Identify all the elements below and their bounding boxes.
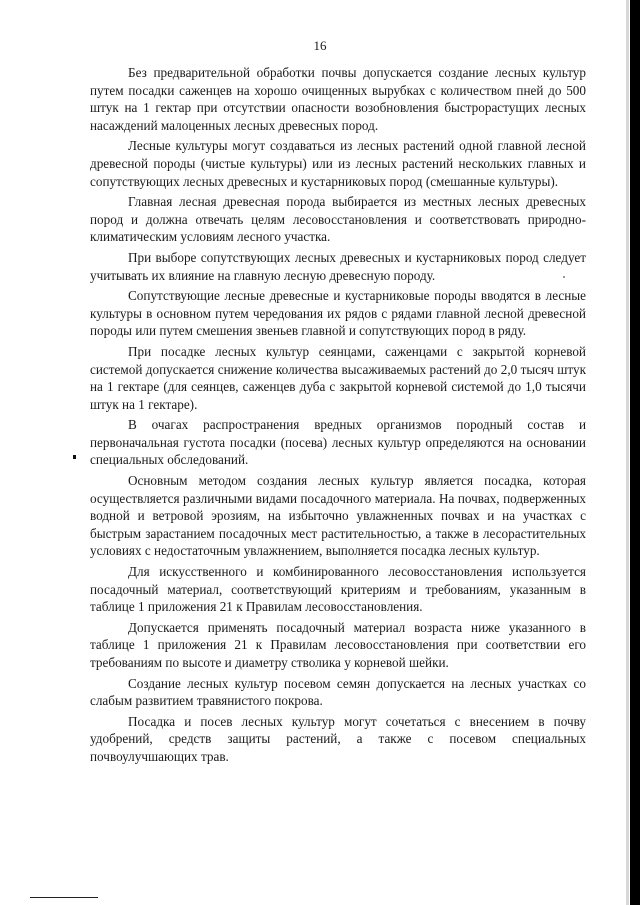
- paragraph: Допускается применять посадочный материал возраста ниже указанного в таблице 1 приложения 21 к Правилам лесовосстановления при соответствии его требованиям по высоте и диаметру стволика у корневой шейки.: [90, 619, 586, 670]
- scan-edge-shadow: [626, 0, 629, 905]
- paragraph: Создание лесных культур посевом семян допускается на лесных участках со слабым развитием травянистого покрова.: [90, 675, 586, 709]
- scan-edge: [630, 0, 640, 905]
- scan-speck: [563, 276, 565, 278]
- footer-rule: [30, 897, 98, 898]
- paragraph: Посадка и посев лесных культур могут сочетаться с внесением в почву удобрений, средств защиты растений, а также с посевом специальных почвоулучшающих трав.: [90, 713, 586, 764]
- paragraph: Основным методом создания лесных культур является посадка, которая осуществляется различными видами посадочного материала. На почвах, подверженных водной и ветровой эрозиям, на избыточно увлажненных почвах и на участках с быстрым зарастанием посадочных мест растительностью, а также в лесорастительных условиях с недостаточным увлажнением, выполняется посадка лесных культур.: [90, 473, 586, 559]
- paragraph: Для искусственного и комбинированного лесовосстановления используется посадочный материал, соответствующий критериям и требованиям, указанным в таблице 1 приложения 21 к Правилам лесовосстановления.: [90, 564, 586, 615]
- margin-mark: [73, 455, 76, 459]
- paragraph: Без предварительной обработки почвы допускается создание лесных культур путем посадки саженцев на хорошо очищенных вырубках с количеством пней до 500 штук на 1 гектар при отсутствии опасности возобновления быстрорастущих лесных насаждений малоценных лесных древесных пород.: [90, 65, 586, 133]
- page-number: 16: [313, 38, 327, 53]
- paragraph: Сопутствующие лесные древесные и кустарниковые породы вводятся в лесные культуры в основном путем чередования их рядов с рядами главной лесной древесной породы или путем смешения звеньев главной и сопутствующих пород в ряду.: [90, 288, 586, 339]
- paragraph: Лесные культуры могут создаваться из лесных растений одной главной лесной древесной породы (чистые культуры) или из лесных растений нескольких главных и сопутствующих лесных древесных и кустарниковых пород (смешанные культуры).: [90, 138, 586, 189]
- paragraph: При посадке лесных культур сеянцами, саженцами с закрытой корневой системой допускается снижение количества высаживаемых растений до 2,0 тысяч штук на 1 гектаре (для сеянцев, саженцев дуба с закрытой корневой системой до 1,0 тысячи штук на 1 гектаре).: [90, 343, 586, 412]
- paragraph: В очагах распространения вредных организмов породный состав и первоначальная густота посадки (посева) лесных культур определяются на основании специальных обследований.: [90, 417, 586, 468]
- paragraph: При выборе сопутствующих лесных древесных и кустарниковых пород следует учитывать их влияние на главную лесную древесную породу.: [90, 249, 586, 283]
- paragraph: Главная лесная древесная порода выбирается из местных лесных древесных пород и должна отвечать целям лесовосстановления и соответствовать природно-климатическим условиям лесного участка.: [90, 194, 586, 245]
- document-body: [90, 64, 586, 769]
